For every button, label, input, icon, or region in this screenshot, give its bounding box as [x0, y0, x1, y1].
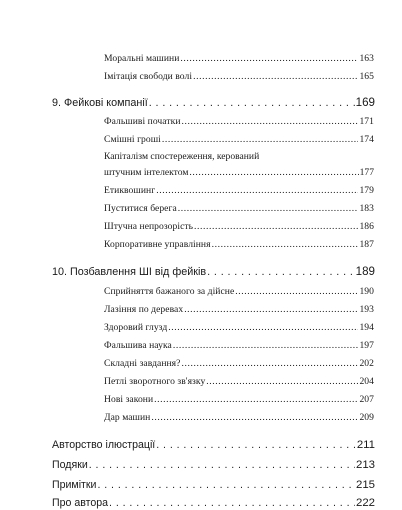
- toc-entry[interactable]: [104, 203, 374, 214]
- dot-leader: [173, 340, 359, 351]
- toc-entry-title: Етиквошинг: [104, 185, 156, 196]
- toc-entry-page: 193: [359, 304, 374, 315]
- toc-back-matter-entry[interactable]: [52, 479, 375, 491]
- toc-entry-page: 171: [359, 116, 374, 127]
- toc-entry-title: Сприйняття бажаного за дійсне: [104, 286, 235, 297]
- dot-leader: [149, 97, 355, 109]
- toc-entry[interactable]: [104, 394, 374, 405]
- toc-entry-page: 186: [359, 221, 374, 232]
- toc-entry-page: 213: [355, 459, 375, 471]
- toc-entry-page: 211: [356, 439, 375, 451]
- toc-entry[interactable]: [104, 358, 374, 369]
- toc-entry-title: Смішні гроші: [104, 134, 161, 145]
- toc-entry[interactable]: [104, 53, 374, 64]
- toc-entry-page: 197: [359, 340, 374, 351]
- toc-entry-title: Імітація свободи волі: [104, 71, 193, 82]
- toc-entry-title: Петлі зворотного зв'язку: [104, 376, 206, 387]
- toc-entry[interactable]: [104, 340, 374, 351]
- toc-entry-page: 222: [355, 497, 375, 509]
- toc-entry[interactable]: [104, 71, 374, 82]
- toc-entry-title: Фальшива наука: [104, 340, 172, 351]
- toc-back-matter-entry[interactable]: [52, 439, 375, 451]
- toc-entry-title: Примітки: [52, 479, 97, 491]
- toc-entry-title: Фальшиві початки: [104, 116, 181, 127]
- toc-entry[interactable]: [104, 304, 374, 315]
- dot-leader: [162, 134, 359, 145]
- dot-leader: [235, 286, 358, 297]
- dot-leader: [156, 185, 358, 196]
- chapter-page: 189: [355, 265, 375, 278]
- toc-entry-page: 194: [359, 322, 374, 333]
- dot-leader: [178, 203, 359, 214]
- toc-entry-title-line2: штучним інтелектом: [104, 167, 189, 178]
- toc-back-matter-entry[interactable]: [52, 497, 375, 509]
- toc-entry[interactable]: [104, 376, 374, 387]
- toc-entry-title-line1: Капіталізм спостереження, керований: [104, 151, 260, 162]
- dot-leader: [180, 53, 358, 64]
- toc-entry-title: Нові закони: [104, 394, 154, 405]
- dot-leader: [89, 459, 355, 471]
- chapter-title: 10. Позбавлення ШІ від фейків: [52, 266, 207, 278]
- dot-leader: [109, 497, 355, 509]
- toc-entry-page: 177: [359, 167, 374, 178]
- toc-entry[interactable]: [104, 322, 374, 333]
- toc-entry-page: 207: [359, 394, 374, 405]
- chapter-title: 9. Фейкові компанії: [52, 97, 148, 109]
- toc-entry-page: 179: [359, 185, 374, 196]
- toc-entry-title: Пуститися берега: [104, 203, 177, 214]
- toc-entry[interactable]: [104, 239, 374, 250]
- toc-entry-title: Корпоративне управління: [104, 239, 211, 250]
- toc-entry-title: Лазіння по деревах: [104, 304, 184, 315]
- dot-leader: [182, 116, 359, 127]
- dot-leader: [184, 304, 358, 315]
- toc-entry[interactable]: [104, 286, 374, 297]
- toc-entry[interactable]: [104, 116, 374, 127]
- toc-entry[interactable]: [104, 185, 374, 196]
- dot-leader: [189, 167, 358, 178]
- toc-entry-title: Про автора: [52, 497, 109, 509]
- toc-entry-title: Подяки: [52, 459, 88, 471]
- toc-entry-title: Складні завдання?: [104, 358, 181, 369]
- toc-entry-page: 204: [359, 376, 374, 387]
- dot-leader: [212, 239, 359, 250]
- toc-entry-page: 202: [359, 358, 374, 369]
- dot-leader: [168, 322, 358, 333]
- toc-entry-multiline[interactable]: [104, 151, 374, 178]
- toc-entry-title: Авторство ілюстрації: [52, 439, 156, 451]
- toc-entry[interactable]: [104, 134, 374, 145]
- toc-back-matter-entry[interactable]: [52, 459, 375, 471]
- toc-entry-page: 183: [359, 203, 374, 214]
- toc-entry-title: Здоровий глузд: [104, 322, 168, 333]
- toc-chapter-9[interactable]: [52, 96, 375, 109]
- toc-chapter-10[interactable]: [52, 265, 375, 278]
- dot-leader: [194, 221, 358, 232]
- dot-leader: [193, 71, 358, 82]
- toc-entry-page: 163: [359, 53, 374, 64]
- dot-leader: [207, 266, 355, 278]
- chapter-page: 169: [355, 96, 375, 109]
- toc-entry[interactable]: [104, 221, 374, 232]
- toc-entry-page: 215: [355, 479, 375, 491]
- dot-leader: [206, 376, 358, 387]
- dot-leader: [154, 394, 358, 405]
- toc-entry-title: Штучна непрозорість: [104, 221, 194, 232]
- dot-leader: [181, 358, 358, 369]
- toc-entry-title: Моральні машини: [104, 53, 180, 64]
- toc-entry-page: 209: [359, 412, 374, 423]
- toc-entry-page: 174: [359, 134, 374, 145]
- toc-entry[interactable]: [104, 412, 374, 423]
- dot-leader: [156, 439, 356, 451]
- dot-leader: [97, 479, 355, 491]
- toc-entry-page: 187: [359, 239, 374, 250]
- dot-leader: [151, 412, 358, 423]
- toc-entry-title: Дар машин: [104, 412, 151, 423]
- toc-entry-page: 165: [359, 71, 374, 82]
- toc-entry-page: 190: [359, 286, 374, 297]
